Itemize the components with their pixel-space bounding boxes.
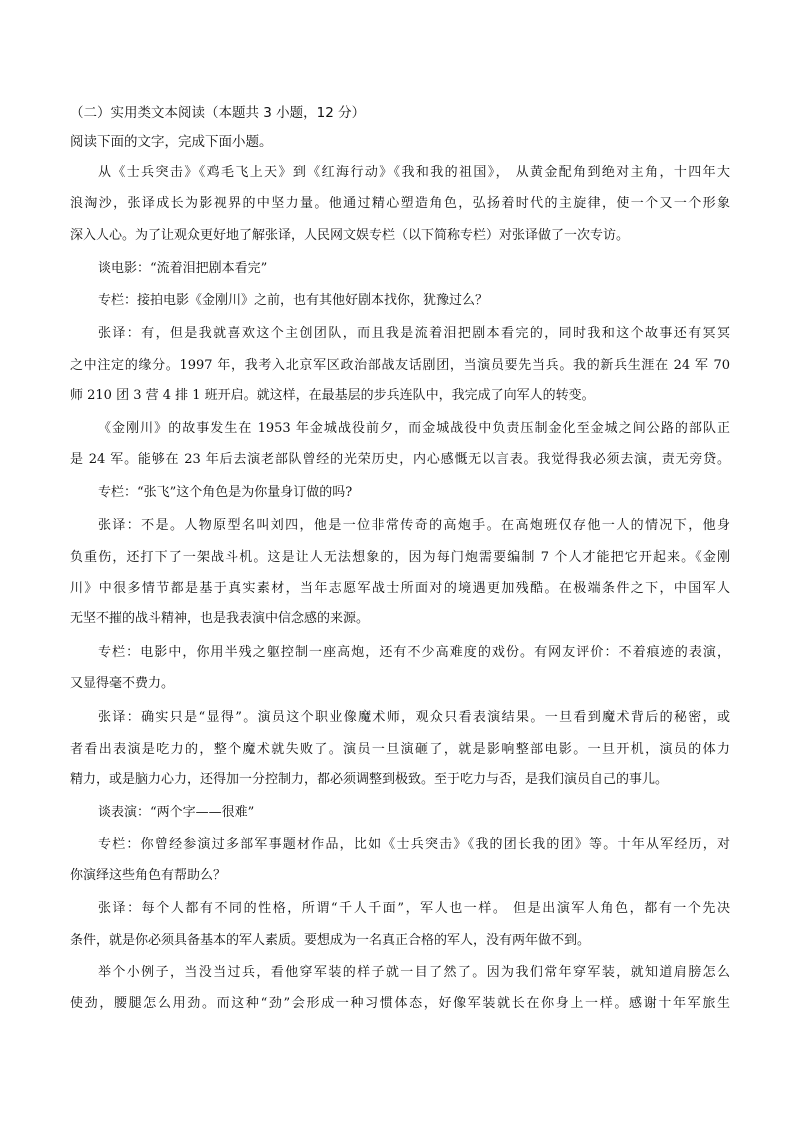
article-line: 张译：每个人都有不同的性格，所谓“千人千面”，军人也一样。 但是出演军人角色，都有一个先决 bbox=[98, 901, 730, 916]
article-line: 师 210 团 3 营 4 排 1 班开启。就这样，在最基层的步兵连队中，我完成了向军人的转变。 bbox=[70, 388, 595, 403]
article-line: 条件，就是你必须具备基本的军人素质。要想成为一名真正合格的军人，没有两年做不到。 bbox=[70, 933, 591, 948]
article-line: 之中注定的缘分。1997 年，我考入北京军区政治部战友话剧团，当演员要先当兵。我的新兵生涯在 24 军 70 bbox=[70, 358, 730, 373]
article-line: 无坚不摧的战斗精神，也是我表演中信念感的来源。 bbox=[70, 611, 370, 626]
article-line: 精力，或是脑力心力，还得加一分控制力，都必须调整到极致。至于吃力与否，是我们演员自己的事儿。 bbox=[70, 772, 669, 787]
article-line: 专栏：电影中，你用半残之躯控制一座高炮，还有不少高难度的戏份。有网友评价：不着痕迹的表演， bbox=[98, 645, 730, 660]
article-line: 负重伤，还打下了一架战斗机。这是让人无法想象的，因为每门炮需要编制 7 个人才能把它开起来。《金刚 bbox=[70, 550, 730, 565]
article-line: 浪淘沙，张译成长为影视界的中坚力量。他通过精心塑造角色，弘扬着时代的主旋律，使一个又一个形象 bbox=[70, 196, 730, 211]
article-line: 从《士兵突击》《鸡毛飞上天》到《红海行动》《我和我的祖国》， 从黄金配角到绝对主角，十四年大 bbox=[98, 165, 730, 180]
article-line: 专栏：“张飞”这个角色是为你量身订做的吗? bbox=[98, 485, 353, 500]
article-line: 张译：不是。人物原型名叫刘四，他是一位非常传奇的高炮手。在高炮班仅存他一人的情况下，他身 bbox=[98, 518, 730, 533]
article-line: 《金刚川》的故事发生在 1953 年金城战役前夕，而金城战役中负责压制金化至金城之间公路的部队正 bbox=[98, 421, 730, 436]
section-instruction: 阅读下面的文字，完成下面小题。 bbox=[70, 134, 273, 150]
article-line: 张译：确实只是“显得”。演员这个职业像魔术师，观众只看表演结果。一旦看到魔术背后的秘密，或 bbox=[98, 710, 730, 725]
article-line: 川》中很多情节都是基于真实素材，当年志愿军战士所面对的境遇更加残酷。在极端条件之下，中国军人 bbox=[70, 581, 730, 596]
article-line: 使劲，腰腿怎么用劲。而这种“劲”会形成一种习惯体态，好像军装就长在你身上一样。感谢十年军旅生 bbox=[70, 996, 730, 1011]
article-line: 你演绎这些角色有帮助么？ bbox=[70, 868, 227, 883]
subheading: 谈电影：“流着泪把剧本看完” bbox=[98, 261, 268, 276]
article-line: 深入人心。为了让观众更好地了解张译，人民网文娱专栏（以下简称专栏）对张译做了一次专访。 bbox=[70, 228, 630, 243]
article-line: 专栏：你曾经参演过多部军事题材作品，比如《士兵突击》《我的团长我的团》等。十年从军经历，对 bbox=[98, 837, 730, 852]
article-line: 是 24 军。能够在 23 年后去演老部队曾经的光荣历史，内心感慨无以言表。我觉得我必须去演，责无旁贷。 bbox=[70, 452, 730, 467]
article-line: 举个小例子，当没当过兵，看他穿军装的样子就一目了然了。因为我们常年穿军装，就知道肩膀怎么 bbox=[98, 965, 730, 980]
article-line: 专栏：接拍电影《金刚川》之前，也有其他好剧本找你，犹豫过么？ bbox=[98, 293, 489, 308]
article-line: 张译：有，但是我就喜欢这个主创团队，而且我是流着泪把剧本看完的，同时我和这个故事还有冥冥 bbox=[98, 326, 730, 341]
subheading: 谈表演：“两个字——很难” bbox=[98, 805, 255, 820]
section-title: （二）实用类文本阅读（本题共 3 小题，12 分） bbox=[70, 105, 366, 121]
article-line: 又显得毫不费力。 bbox=[70, 676, 175, 691]
article-line: 者看出表演是吃力的，整个魔术就失败了。演员一旦演砸了，就是影响整部电影。一旦开机，演员的体力 bbox=[70, 742, 730, 757]
